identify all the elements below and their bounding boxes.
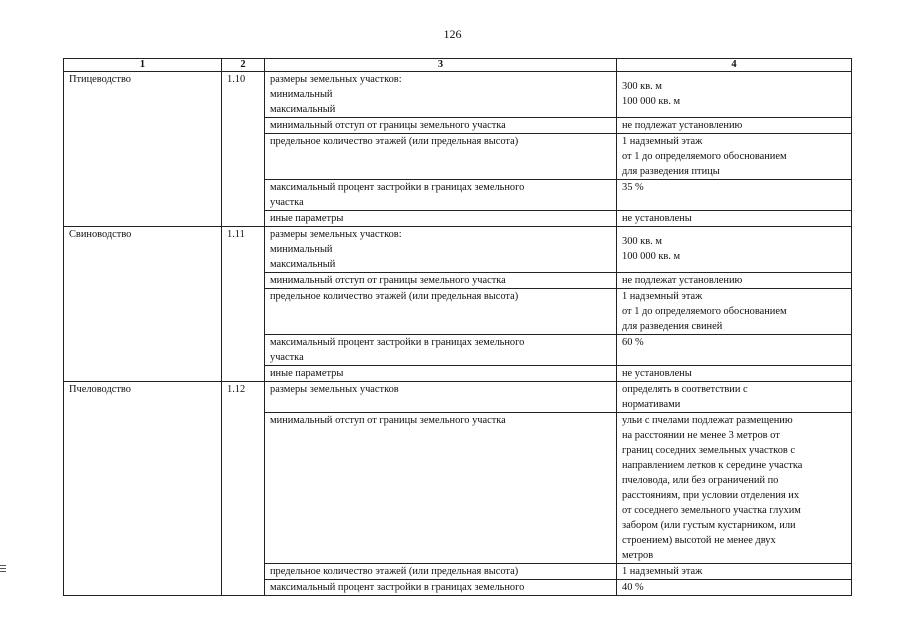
- param-max-label: максимальный: [270, 259, 336, 270]
- param-setback: минимальный отступ от границы земельного участка: [265, 118, 617, 134]
- table-row: [64, 72, 852, 118]
- value-max: 100 000 кв. м: [622, 96, 681, 107]
- value-setback-line: метров: [622, 550, 654, 561]
- use-name: Свиноводство: [64, 227, 222, 382]
- value-floors: [617, 134, 852, 180]
- value-setback-line: ульи с пчелами подлежат размещению: [622, 415, 793, 426]
- value-max: 100 000 кв. м: [622, 251, 681, 262]
- param-coverage: [265, 335, 617, 366]
- value-setback-line: от соседнего земельного участка глухим: [622, 505, 801, 516]
- param-coverage-line: максимальный процент застройки в границах земельного: [270, 182, 525, 193]
- param-coverage-line: участка: [270, 197, 304, 208]
- use-code: 1.10: [222, 72, 265, 227]
- use-name: Птицеводство: [64, 72, 222, 227]
- table-row: [64, 382, 852, 413]
- param-floors: предельное количество этажей (или предельная высота): [265, 134, 617, 180]
- value-size: [617, 382, 852, 413]
- value-floors: 1 надземный этаж: [617, 564, 852, 580]
- header-col-3: 3: [265, 59, 617, 72]
- param-size: [265, 72, 617, 118]
- param-coverage: [265, 180, 617, 211]
- value-setback-line: забором (или густым кустарником, или: [622, 520, 796, 531]
- value-coverage: 35 %: [617, 180, 852, 211]
- param-floors: предельное количество этажей (или предельная высота): [265, 289, 617, 335]
- value-setback-line: строением) высотой не менее двух: [622, 535, 776, 546]
- param-other: иные параметры: [265, 211, 617, 227]
- param-coverage-line: максимальный процент застройки в границах земельного: [270, 337, 525, 348]
- param-min-label: минимальный: [270, 244, 333, 255]
- value-min: 300 кв. м: [622, 81, 662, 92]
- param-setback: минимальный отступ от границы земельного участка: [265, 413, 617, 564]
- value-size-line: определять в соответствии с: [622, 384, 748, 395]
- value-floors-line: от 1 до определяемого обоснованием: [622, 306, 787, 317]
- value-floors-line: для разведения свиней: [622, 321, 723, 332]
- value-other: не установлены: [617, 211, 852, 227]
- param-min-label: минимальный: [270, 89, 333, 100]
- param-coverage: максимальный процент застройки в границах земельного: [265, 580, 617, 596]
- value-floors: [617, 289, 852, 335]
- header-col-4: 4: [617, 59, 852, 72]
- use-code: 1.11: [222, 227, 265, 382]
- param-size-label: размеры земельных участков:: [270, 74, 402, 85]
- param-size-label: размеры земельных участков:: [270, 229, 402, 240]
- value-coverage: 40 %: [617, 580, 852, 596]
- param-coverage-line: участка: [270, 352, 304, 363]
- land-use-parameters-table: [63, 58, 852, 596]
- value-setback: не подлежат установлению: [617, 273, 852, 289]
- value-floors-line: от 1 до определяемого обоснованием: [622, 151, 787, 162]
- value-floors-line: 1 надземный этаж: [622, 291, 703, 302]
- value-other: не установлены: [617, 366, 852, 382]
- margin-mark: [0, 565, 6, 574]
- value-size: [617, 72, 852, 118]
- page-number: 126: [443, 27, 462, 41]
- header-col-2: 2: [222, 59, 265, 72]
- param-size: размеры земельных участков: [265, 382, 617, 413]
- value-setback-line: границ соседних земельных участков с: [622, 445, 796, 456]
- header-row: [64, 59, 852, 72]
- value-size-line: нормативами: [622, 399, 681, 410]
- use-code: 1.12: [222, 382, 265, 596]
- value-setback-line: на расстоянии не менее 3 метров от: [622, 430, 780, 441]
- value-setback: не подлежат установлению: [617, 118, 852, 134]
- param-floors: предельное количество этажей (или предельная высота): [265, 564, 617, 580]
- value-size: [617, 227, 852, 273]
- param-other: иные параметры: [265, 366, 617, 382]
- value-floors-line: 1 надземный этаж: [622, 136, 703, 147]
- table-row: [64, 227, 852, 273]
- value-coverage: 60 %: [617, 335, 852, 366]
- value-setback: [617, 413, 852, 564]
- param-size: [265, 227, 617, 273]
- header-col-1: 1: [64, 59, 222, 72]
- value-min: 300 кв. м: [622, 236, 662, 247]
- param-max-label: максимальный: [270, 104, 336, 115]
- use-name: Пчеловодство: [64, 382, 222, 596]
- value-setback-line: расстояниям, при условии отделения их: [622, 490, 800, 501]
- value-setback-line: направлением летков к середине участка: [622, 460, 803, 471]
- value-setback-line: пчеловода, или без ограничений по: [622, 475, 779, 486]
- param-setback: минимальный отступ от границы земельного участка: [265, 273, 617, 289]
- value-floors-line: для разведения птицы: [622, 166, 720, 177]
